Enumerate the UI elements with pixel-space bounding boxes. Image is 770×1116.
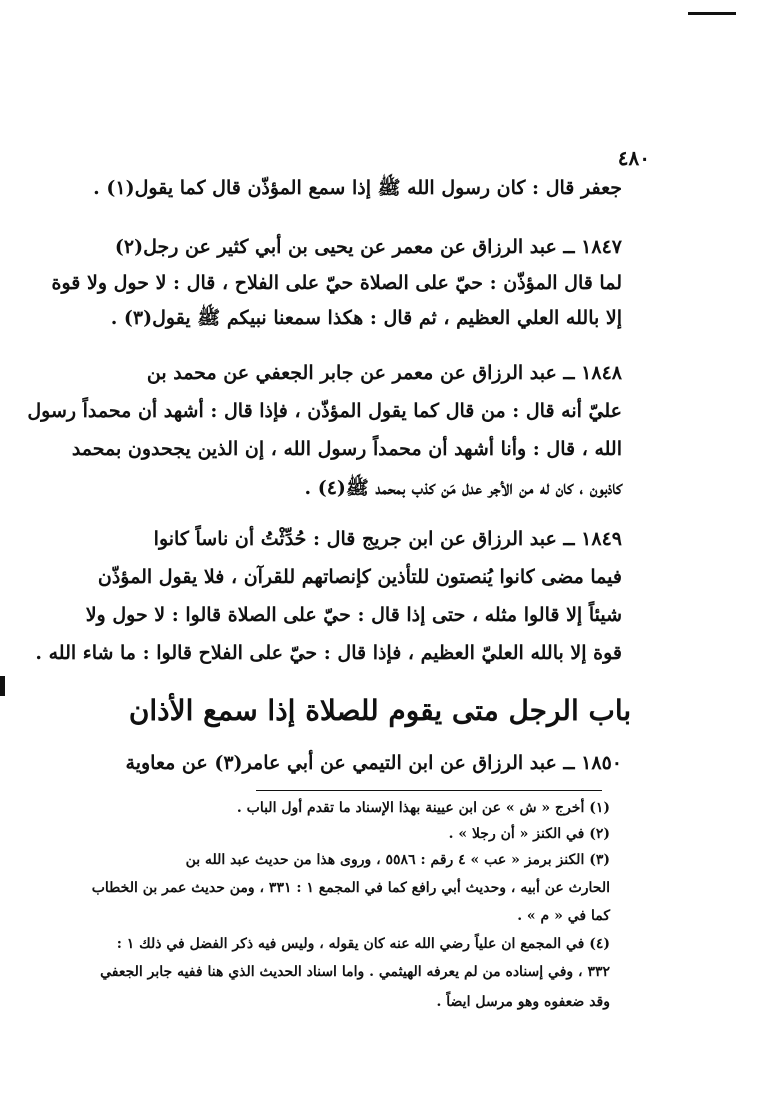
footnote-4-line-1: (٤) في المجمع ان علياً رضي الله عنه كان يقوله ، وليس فيه ذكر الفضل في ذلك ١ : xyxy=(116,936,610,952)
text-line-9: ١٨٤٩ ــ عبد الرزاق عن ابن جريج قال : حُدِّثْتُ أن ناساً كانوا xyxy=(153,528,622,550)
footnote-rule xyxy=(256,790,602,791)
text-line-1: جعفر قال : كان رسول الله ﷺ إذا سمع المؤذّن قال كما يقول(١) . xyxy=(93,177,622,199)
text-line-6: عليّ أنه قال : من قال كما يقول المؤذّن ، فإذا قال : أشهد أن محمداً رسول xyxy=(27,400,622,422)
footnote-4-line-2: ٣٣٢ ، وفي إسناده من لم يعرفه الهيثمي . واما اسناد الحديث الذي هنا ففيه جابر الجعفي xyxy=(100,964,610,980)
text-line-11: شيئاً إلا قالوا مثله ، حتى إذا قال : حيّ على الصلاة قالوا : لا حول ولا xyxy=(85,604,622,626)
footnote-3-line-3: كما في « م » . xyxy=(517,908,610,924)
text-line-2: ١٨٤٧ ــ عبد الرزاق عن معمر عن يحيى بن أبي كثير عن رجل(٢) xyxy=(114,236,622,258)
text-line-7: الله ، قال : وأنا أشهد أن محمداً رسول الله ، إن الذين يجحدون بمحمد xyxy=(71,438,622,460)
text-line-10: فيما مضى كانوا يُنصتون للتأذين كإنصاتهم للقرآن ، فلا يقول المؤذّن xyxy=(97,566,622,588)
corner-rule xyxy=(688,12,736,15)
footnote-3-line-1: (٣) الكنز برمز « عب » ٤ رقم : ٥٥٨٦ ، وروى هذا من حديث عبد الله بن xyxy=(185,852,610,868)
footnote-1: (١) أخرج « ش » عن ابن عيينة بهذا الإسناد ما تقدم أول الباب . xyxy=(236,800,610,816)
text-line-12: قوة إلا بالله العليّ العظيم ، فإذا قال : حيّ على الفلاح قالوا : ما شاء الله . xyxy=(35,642,622,664)
text-line-3: لما قال المؤذّن : حيّ على الصلاة حيّ على الفلاح ، قال : لا حول ولا قوة xyxy=(51,272,622,294)
footnote-3-line-2: الحارث عن أبيه ، وحديث أبي رافع كما في المجمع ١ : ٣٣١ ، ومن حديث عمر بن الخطاب xyxy=(91,880,610,896)
footnote-4-line-3: وقد ضعفوه وهو مرسل ايضاً . xyxy=(436,994,610,1010)
page-number: ٤٨٠ xyxy=(617,146,650,170)
margin-mark xyxy=(0,676,5,696)
text-line-8: كاذبون ، كان له من الأجر عدل مَن كذب بمحمد ﷺ(٤) . xyxy=(304,477,622,499)
text-line-4: إلا بالله العلي العظيم ، ثم قال : هكذا سمعنا نبيكم ﷺ يقول(٣) . xyxy=(110,307,622,329)
text-line-5: ١٨٤٨ ــ عبد الرزاق عن معمر عن جابر الجعفي عن محمد بن xyxy=(146,362,622,384)
footnote-2: (٢) في الكنز « أن رجلا » . xyxy=(448,826,610,842)
section-title: باب الرجل متى يقوم للصلاة إذا سمع الأذان xyxy=(128,694,632,727)
text-line-13: ١٨٥٠ ــ عبد الرزاق عن ابن التيمي عن أبي عامر(٣) عن معاوية xyxy=(125,752,622,774)
